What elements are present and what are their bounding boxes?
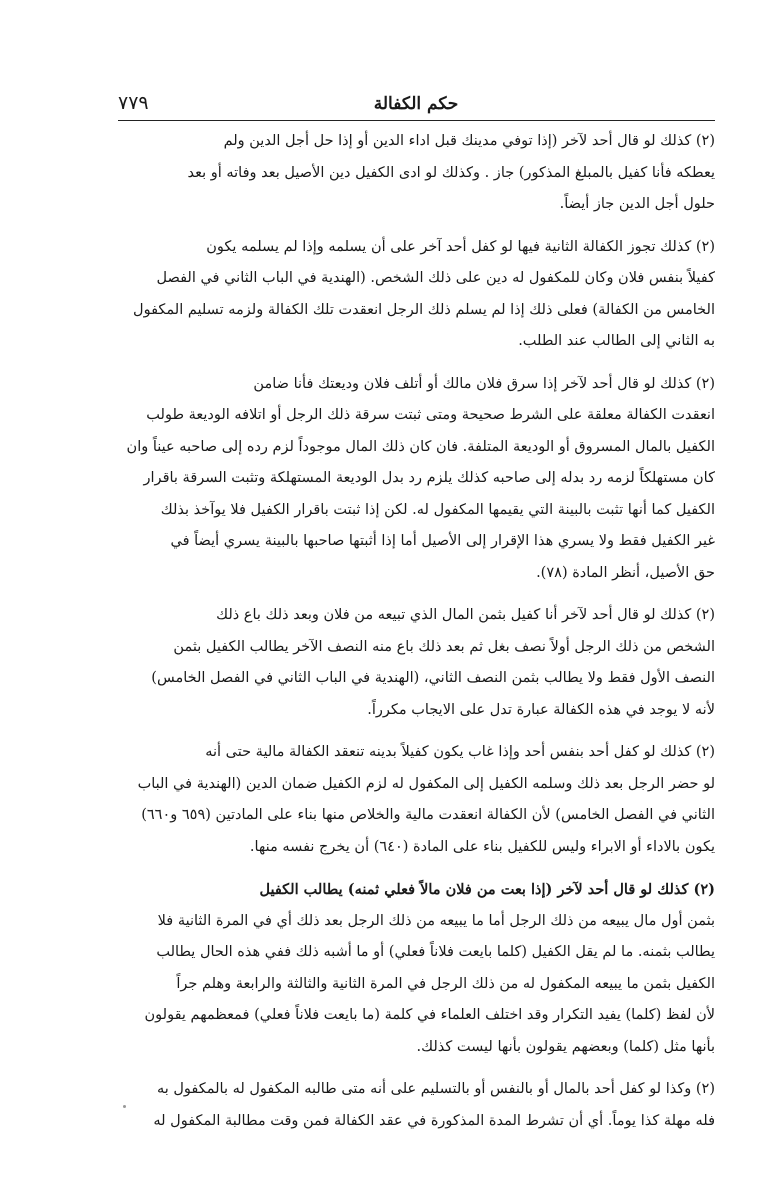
paragraph-7 <box>118 1074 715 1137</box>
paragraph-4 <box>118 600 715 726</box>
text-line: بأنها مثل (كلما) وبعضهم يقولون بأنها ليست كذلك. <box>416 1038 715 1055</box>
page-header <box>118 90 714 118</box>
text-line: (٢) كذلك لو قال أحد لآخر (إذا بعت من فلان مالاً فعلي ثمنه) يطالب الكفيل <box>259 881 715 898</box>
text-line: فله مهلة كذا يوماً. أي أن تشرط المدة المذكورة في عقد الكفالة فمن وقت مطالبة المكفول له <box>153 1112 715 1129</box>
text-line: كان مستهلكاً لزمه رد بدله إلى صاحبه كذلك يلزم رد بدل الوديعة المستهلكة وتثبت السرقة باقرار <box>143 470 715 486</box>
paragraph-6 <box>118 874 715 1063</box>
page-body <box>118 126 715 1148</box>
text-line: حلول أجل الدين جاز أيضاً. <box>559 196 715 212</box>
text-line: (٢) كذلك لو كفل أحد بنفس أحد وإذا غاب يكون كفيلاً بدينه تنعقد الكفالة مالية حتى أنه <box>205 744 715 760</box>
text-line: النصف الأول فقط ولا يطالب بثمن النصف الثاني، (الهندية في الباب الثاني في الفصل الخامس) <box>151 670 715 686</box>
text-line: يطالب بثمنه. ما لم يقل الكفيل (كلما بايعت فلاناً فعلي) أو ما أشبه ذلك ففي هذه الحال يطالب <box>156 944 715 960</box>
text-line: الثاني في الفصل الخامس) لأن الكفالة انعقدت مالية والخلاص منها بناء على المادتين (٦٥٩ و٦٦٠) <box>141 807 715 823</box>
text-line: الكفيل كما أنها تثبت بالبينة التي يقيمها المكفول له. لكن إذا ثبتت باقرار الكفيل فلا يوآخذ بذلك <box>160 501 715 518</box>
text-line: انعقدت الكفالة معلقة على الشرط صحيحة ومتى ثبتت سرقة ذلك الرجل أو اتلافه الوديعة طولب <box>146 407 715 423</box>
text-line: غير الكفيل فقط ولا يسري هذا الإقرار إلى الأصيل أما إذا أثبتها صاحبها بالبينة يسري أيضاً في <box>170 533 715 549</box>
header-rule <box>118 120 715 121</box>
text-line: الكفيل بثمن ما يبيعه المكفول له من ذلك الرجل في المرة الثانية والثالثة والرابعة وهلم جراً <box>176 975 715 992</box>
paragraph-5 <box>118 737 715 863</box>
paragraph-2 <box>118 232 715 358</box>
text-line: (٢) كذلك لو قال أحد لآخر (إذا توفي مدينك قبل اداء الدين أو إذا حل أجل الدين ولم <box>223 133 715 149</box>
text-line: الكفيل بالمال المسروق أو الوديعة المتلفة. فان كان ذلك المال موجوداً لزم رده إلى صاحبه عيناً وان <box>126 438 715 455</box>
text-line: كفيلاً بنفس فلان وكان للمكفول له دين على ذلك الشخص. (الهندية في الباب الثاني في الفصل <box>156 270 715 286</box>
text-line: لو حضر الرجل بعد ذلك وسلمه الكفيل إلى المكفول له لزم الكفيل ضمان الدين (الهندية في الباب <box>137 775 715 792</box>
text-line: الخامس من الكفالة) فعلى ذلك إذا لم يسلم ذلك الرجل انعقدت تلك الكفالة ولزمه تسليم المكفول <box>133 301 715 318</box>
paragraph-3 <box>118 369 715 590</box>
text-line: (٢) كذلك لو قال أحد لآخر أنا كفيل بثمن المال الذي تبيعه من فلان وبعد ذلك باع ذلك <box>216 607 715 623</box>
running-title: حكم الكفالة <box>373 94 459 114</box>
text-line: لأن لفظ (كلما) يفيد التكرار وقد اختلف العلماء في كلمة (ما بايعت فلاناً فعلي) فمعظمهم يقولون <box>144 1007 715 1023</box>
text-line: يعطكه فأنا كفيل بالمبلغ المذكور) جاز . وكذلك لو ادى الكفيل دين الأصيل بعد وفاته أو بعد <box>187 164 715 181</box>
text-line: لأنه لا يوجد في هذه الكفالة عبارة تدل على الايجاب مكرراً. <box>367 701 715 718</box>
scan-speck <box>123 1105 126 1108</box>
text-line: (٢) كذلك تجوز الكفالة الثانية فيها لو كفل أحد آخر على أن يسلمه وإذا لم يسلمه يكون <box>206 238 715 255</box>
text-line: حق الأصيل، أنظر المادة (٧٨). <box>536 564 715 581</box>
text-line: (٢) وكذا لو كفل أحد بالمال أو بالنفس أو بالتسليم على أنه متى طالبه المكفول له بالمكفول به <box>156 1081 715 1097</box>
text-line: بثمن أول مال يبيعه من ذلك الرجل أما ما يبيعه من ذلك الرجل بعد ذلك أي في المرة الثانية فلا <box>157 912 715 929</box>
page-number: ٧٧٩ <box>118 92 149 114</box>
text-line: الشخص من ذلك الرجل أولاً نصف بغل ثم بعد ذلك باع منه النصف الآخر يطالب الكفيل بثمن <box>173 638 715 655</box>
text-line: به الثاني إلى الطالب عند الطلب. <box>518 333 715 349</box>
text-line: (٢) كذلك لو قال أحد لآخر إذا سرق فلان مالك أو أتلف فلان وديعتك فأنا ضامن <box>253 375 715 392</box>
paragraph-1 <box>118 126 715 221</box>
text-line: يكون بالاداء أو الابراء وليس للكفيل بناء على المادة (٦٤٠) أن يخرج نفسه منها. <box>249 838 715 855</box>
